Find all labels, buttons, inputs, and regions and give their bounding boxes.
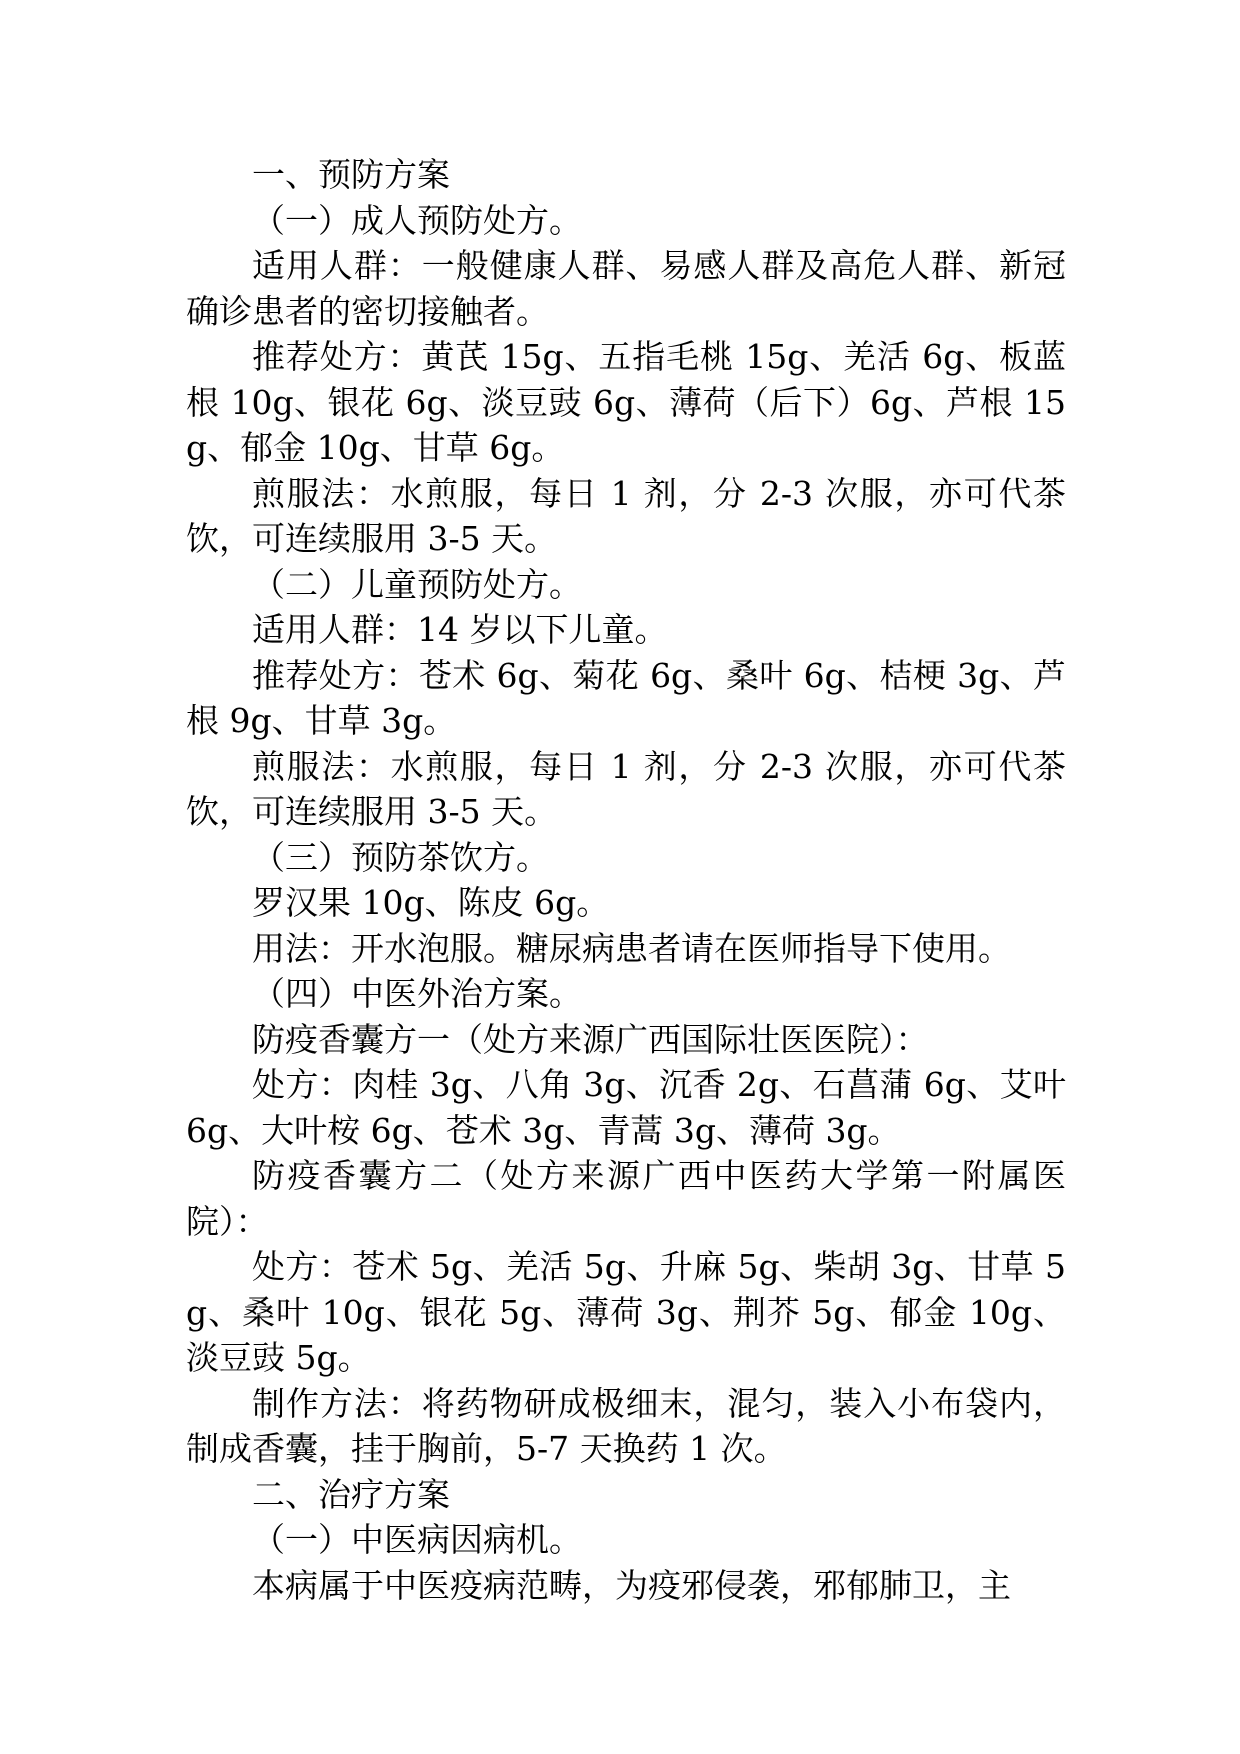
subsection-heading-etiology: （一）中医病因病机。: [252, 1520, 582, 1559]
subsection-heading-tea: （三）预防茶饮方。: [252, 837, 549, 877]
paragraph-child-usage: 煎服法：水煎服，每日 1 剂，分 2-3 次服，亦可代茶饮，可连续服用 3-5 天。: [186, 746, 1066, 831]
paragraph-child-target-group: 适用人群：14 岁以下儿童。: [252, 610, 668, 649]
paragraph-tea-ingredients: 罗汉果 10g、陈皮 6g。: [252, 883, 610, 922]
paragraph-sachet-preparation: 制作方法：将药物研成极细末，混匀，装入小布袋内，制成香囊，挂于胸前，5-7 天换药 1 次。: [186, 1383, 1066, 1468]
paragraph-tea-usage: 用法：开水泡服。糖尿病患者请在医师指导下使用。: [252, 928, 1011, 968]
paragraph-adult-usage: 煎服法：水煎服，每日 1 剂，分 2-3 次服，亦可代茶饮，可连续服用 3-5 天。: [186, 473, 1066, 558]
subsection-heading-adult-prevention: （一）成人预防处方。: [252, 200, 582, 240]
subsection-heading-external-treatment: （四）中医外治方案。: [252, 974, 582, 1013]
paragraph-adult-prescription: 推荐处方：黄芪 15g、五指毛桃 15g、羌活 6g、板蓝根 10g、银花 6g、淡豆豉 6g、薄荷（后下）6g、芦根 15g、郁金 10g、甘草 6g。: [186, 337, 1066, 467]
document-body: [186, 152, 1066, 1608]
paragraph-adult-target-group: 适用人群：一般健康人群、易感人群及高危人群、新冠确诊患者的密切接触者。: [186, 246, 1066, 331]
paragraph-sachet-two-prescription: 处方：苍术 5g、羌活 5g、升麻 5g、柴胡 3g、甘草 5g、桑叶 10g、银花 5g、薄荷 3g、荆芥 5g、郁金 10g、淡豆豉 5g。: [186, 1247, 1066, 1377]
paragraph-sachet-one-title: 防疫香囊方一（处方来源广西国际壮医医院）：: [252, 1019, 929, 1059]
section-heading-prevention: 一、预防方案: [252, 155, 450, 194]
section-heading-treatment: 二、治疗方案: [252, 1474, 450, 1514]
paragraph-etiology-text: 本病属于中医疫病范畴，为疫邪侵袭，邪郁肺卫，主: [252, 1565, 1011, 1605]
paragraph-sachet-two-title: 防疫香囊方二（处方来源广西中医药大学第一附属医院）：: [186, 1156, 1066, 1241]
paragraph-child-prescription: 推荐处方：苍术 6g、菊花 6g、桑叶 6g、桔梗 3g、芦根 9g、甘草 3g。: [186, 655, 1066, 740]
subsection-heading-child-prevention: （二）儿童预防处方。: [252, 564, 582, 604]
paragraph-sachet-one-prescription: 处方：肉桂 3g、八角 3g、沉香 2g、石菖蒲 6g、艾叶 6g、大叶桉 6g、苍术 3g、青蒿 3g、薄荷 3g。: [186, 1065, 1066, 1150]
